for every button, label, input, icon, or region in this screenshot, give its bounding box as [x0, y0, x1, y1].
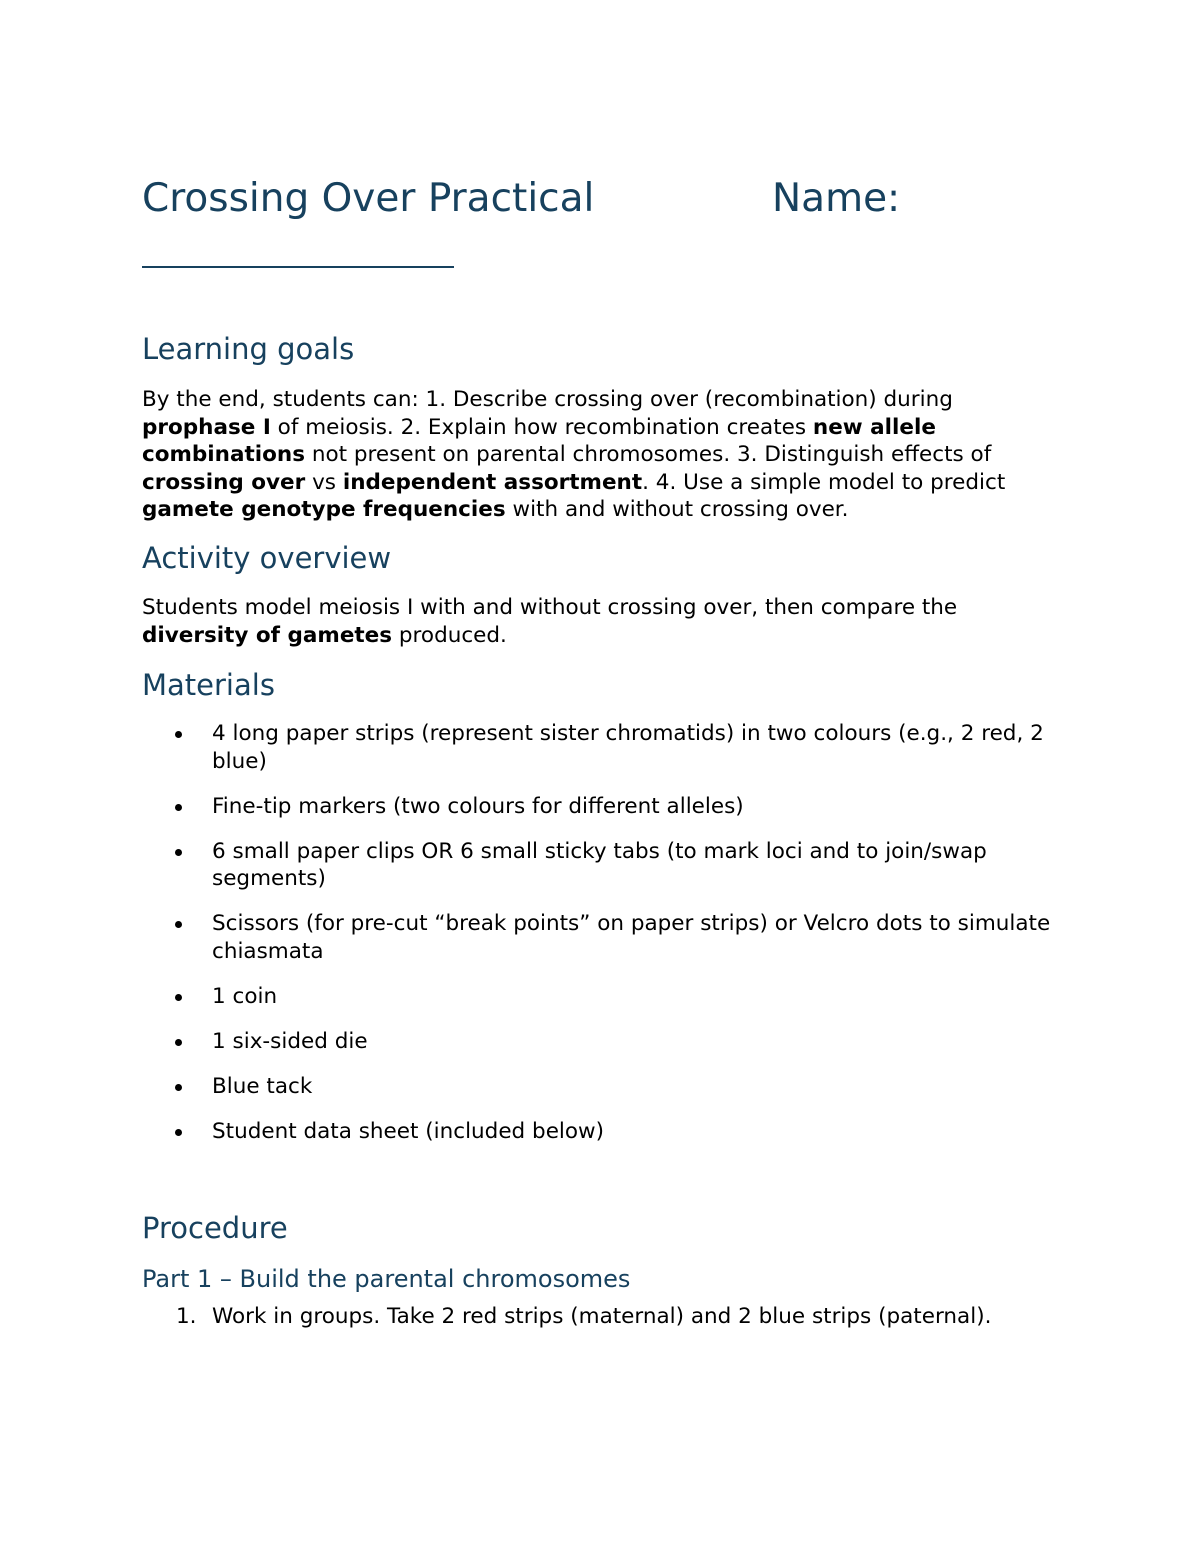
procedure-part1-heading: Part 1 – Build the parental chromosomes [142, 1265, 631, 1293]
learning-goals-heading: Learning goals [142, 332, 355, 366]
learning-goals-bold: crossing over [142, 469, 306, 495]
activity-overview-text: produced. [392, 622, 507, 648]
learning-goals-bold: new allele combinations [142, 414, 936, 467]
title-row [142, 176, 1042, 226]
learning-goals-text: not present on parental chromosomes. 3. Distinguish effects of [305, 442, 992, 467]
materials-list-item: Scissors (for pre-cut “break points” on paper strips) or Velcro dots to simulate chiasmata [142, 910, 1052, 965]
materials-list-item: Student data sheet (included below) [142, 1118, 1052, 1146]
activity-overview-bold: diversity of gametes [142, 622, 393, 648]
materials-list-item: Fine-tip markers (two colours for different alleles) [142, 793, 1052, 821]
materials-list-item: 1 coin [142, 983, 1052, 1011]
learning-goals-bold: gamete genotype frequencies [142, 497, 506, 522]
activity-overview-heading: Activity overview [142, 541, 392, 575]
materials-list-item: Blue tack [142, 1073, 1052, 1101]
materials-heading: Materials [142, 668, 275, 702]
materials-list-item: 6 small paper clips OR 6 small sticky tabs (to mark loci and to join/swap segments) [142, 838, 1052, 893]
procedure-steps-list [142, 1303, 1052, 1331]
activity-overview-text: Students model meiosis I with and without crossing over, then compare the [142, 595, 958, 620]
materials-list [142, 720, 1052, 1163]
name-label: Name: [772, 176, 901, 221]
learning-goals-paragraph [142, 386, 1052, 524]
learning-goals-text: By the end, students can: 1. Describe crossing over (recombination) during [142, 387, 953, 412]
name-blank-line [142, 266, 454, 268]
materials-list-item: 1 six-sided die [142, 1028, 1052, 1056]
learning-goals-text: . 4. Use a simple model to predict [642, 469, 1006, 495]
materials-list-item: 4 long paper strips (represent sister chromatids) in two colours (e.g., 2 red, 2 blue) [142, 720, 1052, 775]
learning-goals-bold: independent assortment [342, 469, 643, 495]
procedure-step [142, 1303, 1052, 1331]
step-number: 1. [176, 1304, 197, 1329]
learning-goals-bold: prophase I [142, 414, 271, 440]
learning-goals-text: vs [305, 469, 343, 495]
learning-goals-text: with and without crossing over. [505, 497, 849, 522]
page-title: Crossing Over Practical [142, 176, 595, 221]
activity-overview-paragraph [142, 594, 1052, 649]
step-text: Work in groups. Take 2 red strips (maternal) and 2 blue strips (paternal). [212, 1304, 992, 1329]
learning-goals-text: of meiosis. 2. Explain how recombination creates [270, 414, 813, 440]
procedure-heading: Procedure [142, 1211, 288, 1245]
